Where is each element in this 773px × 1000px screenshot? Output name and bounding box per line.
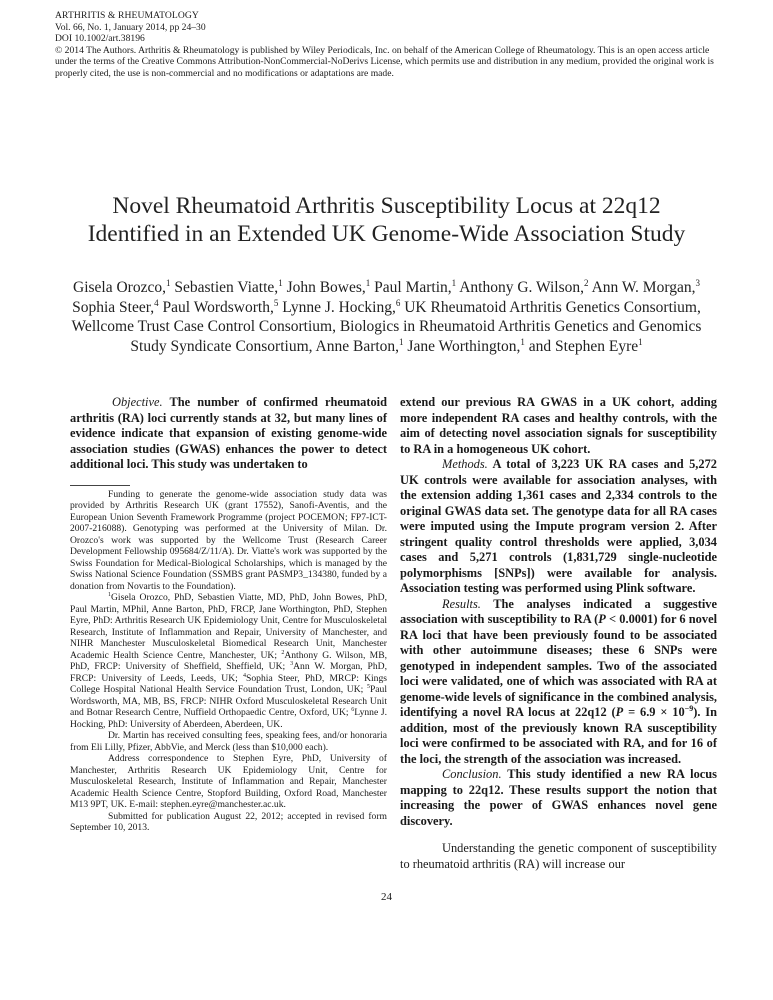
- footnote-affiliations: [70, 592, 387, 730]
- results-label: Results.: [442, 596, 481, 611]
- author-name: Jane Worthington,: [407, 337, 521, 355]
- affiliation-marker: 5: [273, 297, 279, 308]
- affiliation-marker: 2: [281, 649, 285, 656]
- results-text: < 0.0001) for 6 novel RA loci that have been previously found to be associated with other autoimmune diseases; these 6 SNPs were genotyped in independent samples. Two of the associated loci were validated, one of which was associated with RA at genome-wide levels of significance in the combined analysis, identifying a novel RA locus at 22q12 (: [400, 612, 718, 719]
- affiliation-marker: 4: [154, 297, 159, 308]
- affiliation-marker: 1: [520, 336, 525, 347]
- p-symbol: P: [615, 705, 624, 719]
- author-name: Sophia Steer,: [72, 298, 155, 316]
- author-name: Paul Martin,: [374, 279, 452, 296]
- footnote-submitted: Submitted for publication August 22, 2012; accepted in revised form September 10, 2013.: [70, 810, 387, 833]
- author-name: Gisela Orozco,: [73, 279, 166, 296]
- affiliation-marker: 1: [365, 278, 371, 288]
- author-name: Paul Wordsworth,: [162, 298, 274, 316]
- author-name: John Bowes,: [286, 279, 366, 296]
- abstract-conclusion: [400, 767, 717, 829]
- affiliation-marker: 1: [451, 278, 457, 288]
- affiliation-text: Sophia Steer, PhD, MRCP: Kings College Hospital National Health Service Foundation Trust, London, UK;: [70, 672, 387, 695]
- affiliation-marker: 1: [399, 336, 404, 347]
- affiliation-text: Paul Wordsworth, MA, MB, BS, FRCP: NIHR Oxford Musculoskeletal Research Unit and Botnar Research Centre, Nuffield Orthopaedic Centre, Oxford, UK;: [70, 684, 387, 718]
- footnote-divider: [70, 485, 130, 486]
- affiliation-marker: 1: [278, 278, 283, 288]
- conclusion-label: Conclusion.: [442, 767, 502, 781]
- abstract-results: [400, 597, 717, 768]
- abstract-right: [400, 395, 717, 829]
- abstract-left: [70, 395, 387, 473]
- affiliation-text: Gisela Orozco, PhD, Sebastien Viatte, MD, PhD, John Bowes, PhD, Paul Martin, MPhil, Anne Barton, PhD, FRCP, Jane Worthington, PhD, Stephen Eyre, PhD: Arthritis Research UK Epidemiology Unit, Centre for Musculoskeletal Research, Institute of Inflammation and Repair, University of Manchester, and NIHR Manchester Musculoskeletal Biomedical Research Unit, Manchester Academic Health Science Centre, Manchester, UK;: [70, 592, 387, 661]
- affiliation-marker: 1: [165, 278, 171, 288]
- affiliation-marker: 4: [243, 672, 247, 679]
- doi: DOI 10.1002/art.38196: [55, 33, 145, 45]
- author-name: Lynne J. Hocking,: [282, 298, 396, 316]
- affiliation-marker: 6: [351, 707, 355, 713]
- affiliation-marker: 2: [584, 278, 589, 288]
- exponent: −9: [684, 704, 694, 713]
- affiliation-text: Anthony G. Wilson, MB, PhD, FRCP: University of Sheffield, Sheffield, UK;: [70, 649, 388, 672]
- affiliation-marker: 1: [638, 336, 643, 347]
- page-number: 24: [381, 891, 392, 903]
- affiliation-text: Lynne J. Hocking, PhD: University of Aberdeen, Aberdeen, UK.: [70, 707, 387, 730]
- intro-paragraph: Understanding the genetic component of susceptibility to rheumatoid arthritis (RA) will increase our: [400, 841, 717, 871]
- journal-name: ARTHRITIS & RHEUMATOLOGY: [55, 10, 199, 21]
- affiliation-marker: 3: [695, 278, 700, 288]
- methods-label: Methods.: [442, 457, 488, 471]
- footnote-correspondence: Address correspondence to Stephen Eyre, PhD, University of Manchester, Arthritis Research UK Epidemiology Unit, Centre for Musculoskeletal Research, Institute of Inflammation and Repair, Manchester Academic Health Science Centre, Stopford Building, Oxford Road, Manchester M13 9PT, UK. E-mail: stephen.eyre@manchester.ac.uk.: [70, 753, 387, 810]
- license-notice: © 2014 The Authors. Arthritis & Rheumatology is published by Wiley Periodicals, Inc. on behalf of the American College of Rheumatology. This is an open access article under the terms of the Creative Commons Attribution-NonCommercial-NoDerivs License, which permits use and distribution in any medium, provided the original work is properly cited, the use is non-commercial and no modifications or adaptations are made.: [55, 44, 714, 79]
- footnotes: [70, 489, 387, 834]
- title-line-1: Novel Rheumatoid Arthritis Susceptibility Locus at 22q12: [112, 193, 661, 219]
- abstract-methods: [400, 457, 717, 597]
- article-title: [40, 192, 733, 248]
- affiliation-marker: 3: [290, 661, 294, 667]
- results-text: = 6.9 × 10: [623, 705, 685, 719]
- abstract-objective: [70, 395, 387, 473]
- author-name: Anthony G. Wilson,: [459, 279, 585, 296]
- results-text: ). In addition, most of the previously known RA susceptibility loci were confirmed to be associated with RA, and for 16 of the loci, the strength of the association was increased.: [400, 705, 717, 766]
- results-text: The analyses indicated a suggestive association with susceptibility to RA (: [400, 596, 717, 626]
- journal-header: [55, 10, 715, 79]
- affiliation-marker: 6: [395, 297, 401, 308]
- conclusion-text: This study identified a new RA locus mapping to 22q12. These results support the notion that increasing the power of GWAS enhances novel gene discovery.: [400, 767, 717, 828]
- affiliation-text: Ann W. Morgan, PhD, FRCP: University of Leeds, Leeds, UK;: [70, 661, 387, 684]
- objective-text: The number of confirmed rheumatoid arthritis (RA) loci currently stands at 32, but many lines of evidence indicate that expansion of existing genome-wide association studies (GWAS) enhances the power to detect additional loci. This study was undertaken to: [70, 395, 387, 471]
- affiliation-marker: 1: [108, 592, 111, 598]
- footnote-funding: Funding to generate the genome-wide association study data was provided by Arthritis Research UK (grant 17552), Sanofi-Aventis, and the European Union Seventh Framework Programme (project POCEMON; FP7-ICT-2007-216088). Genotyping was performed at the University of Milan. Dr. Orozco's work was supported by the Wellcome Trust (Research Career Development Fellowship 095684/Z/11/A). Dr. Viatte's work was supported by the Swiss Foundation for Medical-Biological Scholarships, which is managed by the Swiss National Science Foundation (SSMBS grant PASMP3_134380, funded by a donation from Novartis to the Foundation).: [70, 488, 387, 592]
- author-name: Ann W. Morgan,: [591, 279, 696, 296]
- p-symbol: P: [598, 612, 606, 626]
- body-text: [400, 841, 717, 872]
- author-name: UK Rheumatoid Arthritis Genetics Consortium, Wellcome Trust Case Control Consortium, Biologics in Rheumatoid Arthritis Genetics and Genomics Study Syndicate Consortium, Anne Barton,: [71, 298, 702, 355]
- right-column: [400, 395, 717, 872]
- author-name: Sebastien Viatte,: [174, 279, 279, 296]
- author-list: [60, 278, 713, 356]
- title-line-2: Identified in an Extended UK Genome-Wide Association Study: [87, 221, 686, 247]
- objective-label: Objective.: [112, 395, 163, 409]
- affiliation-marker: 5: [366, 684, 370, 690]
- methods-text: A total of 3,223 UK RA cases and 5,272 UK controls were available for association analyses, with the extension adding 1,361 cases and 2,334 controls to the original GWAS data set. The genotype data for all RA cases were imputed using the Impute program version 2. After stringent quality control thresholds were applied, 3,034 cases and 5,271 controls (1,831,729 single-nucleotide polymorphisms [SNPs]) were available for analysis. Association testing was performed using Plink software.: [400, 457, 717, 595]
- journal-volume: Vol. 66, No. 1, January 2014, pp 24–30: [55, 21, 206, 33]
- author-name: and Stephen Eyre: [528, 337, 639, 355]
- footnote-disclosure: Dr. Martin has received consulting fees, speaking fees, and/or honoraria from Eli Lilly, Pfizer, AbbVie, and Merck (less than $10,000 each).: [70, 730, 387, 753]
- objective-continued: extend our previous RA GWAS in a UK cohort, adding more independent RA cases and healthy controls, with the aim of detecting novel association signals for susceptibility to RA in a homogeneous UK cohort.: [400, 395, 717, 456]
- left-column: [70, 395, 387, 834]
